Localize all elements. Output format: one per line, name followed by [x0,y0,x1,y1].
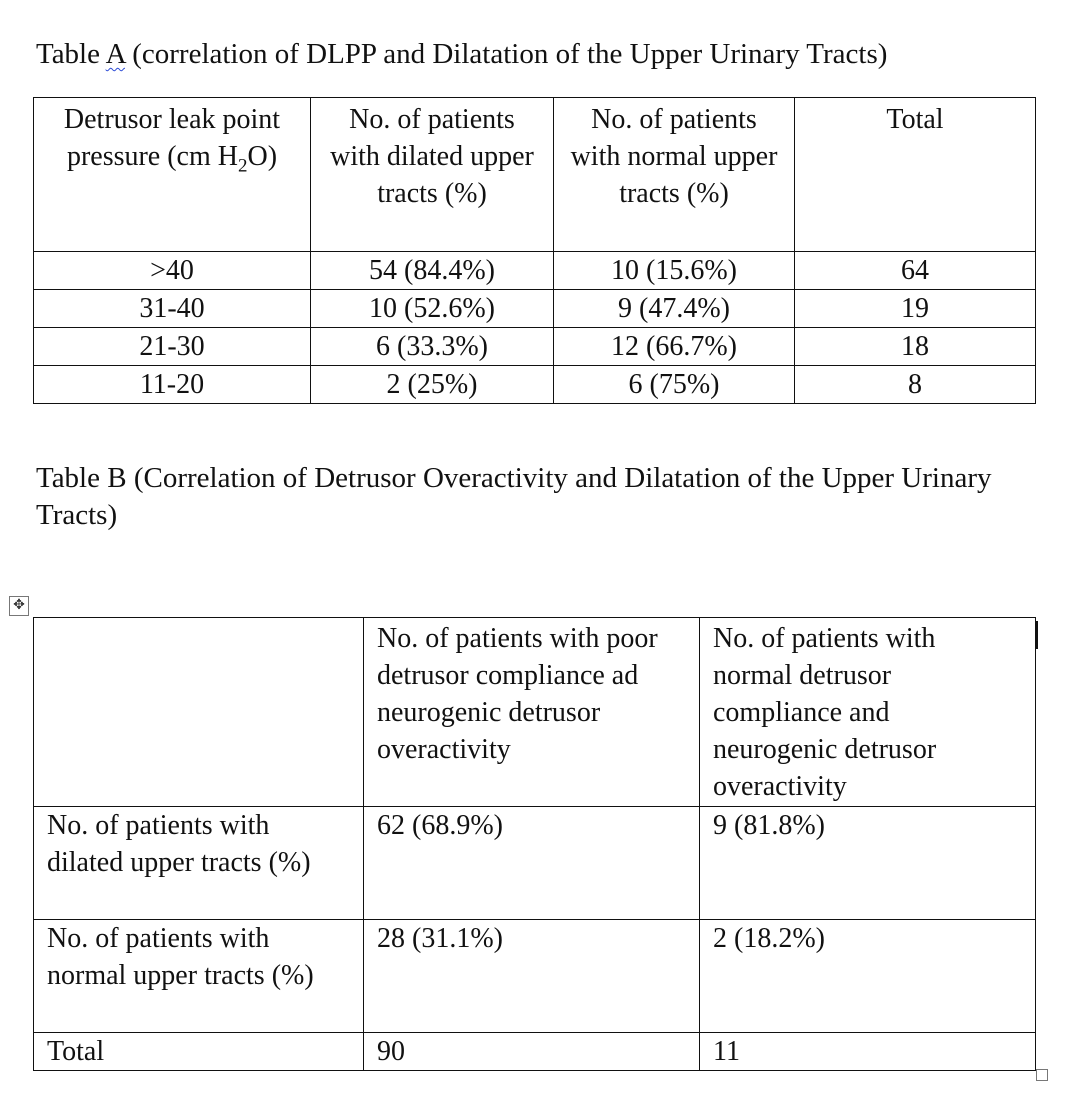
table-a-caption [36,36,887,73]
table-a-cell-normal[interactable]: 12 (66.7%) [554,328,795,366]
table-row [34,290,1036,328]
row-end-marker [1036,621,1038,649]
table-row [34,807,1036,920]
table-row [34,252,1036,290]
table-a-caption-rest: (correlation of DLPP and Dilatation of the Upper Urinary Tracts) [124,38,888,70]
table-a-cell-total[interactable]: 18 [795,328,1036,366]
table-b-cell-normal[interactable]: 9 (81.8%) [700,807,1036,920]
table-row [34,328,1036,366]
table-a-header-row [34,98,1036,252]
table-move-handle-icon[interactable]: ✥ [9,596,29,616]
table-a-caption-prefix: Table [36,38,106,70]
table-a-header-pressure-line2-post: O) [247,141,278,172]
table-b-cell-poor[interactable]: 62 (68.9%) [364,807,700,920]
table-a-header-total[interactable]: Total [795,98,1036,252]
table-a-cell-normal[interactable]: 10 (15.6%) [554,252,795,290]
table-b-header-empty[interactable] [34,618,364,807]
table-b [33,617,1036,1071]
table-a-header-pressure-line1: Detrusor leak point [63,104,281,135]
table-a [33,97,1036,404]
table-a-header-dilated[interactable]: No. of patients with dilated upper tracts (%) [311,98,554,252]
table-a-header-normal[interactable]: No. of patients with normal upper tracts (%) [554,98,795,252]
table-a-cell-pressure[interactable]: >40 [34,252,311,290]
table-b-row-label[interactable]: Total [34,1033,364,1071]
table-row [34,1033,1036,1071]
table-a-cell-dilated[interactable]: 54 (84.4%) [311,252,554,290]
table-b-row-label[interactable]: No. of patients with dilated upper tracts (%) [34,807,364,920]
table-a-header-pressure-sub: 2 [238,155,248,177]
table-b-cell-poor[interactable]: 90 [364,1033,700,1071]
table-a-cell-pressure[interactable]: 31-40 [34,290,311,328]
table-row [34,366,1036,404]
table-a-header-pressure[interactable] [34,98,311,252]
table-b-row-label[interactable]: No. of patients with normal upper tracts (%) [34,920,364,1033]
table-a-header-pressure-line2-pre: pressure (cm H [66,141,238,172]
table-a-cell-dilated[interactable]: 10 (52.6%) [311,290,554,328]
table-b-caption: Table B (Correlation of Detrusor Overactivity and Dilatation of the Upper Urinary Tracts) [36,462,992,531]
table-b-header-normal-compliance[interactable]: No. of patients with normal detrusor compliance and neurogenic detrusor overactivity [700,618,1036,807]
table-b-cell-poor[interactable]: 28 (31.1%) [364,920,700,1033]
table-a-cell-total[interactable]: 19 [795,290,1036,328]
table-b-cell-normal[interactable]: 11 [700,1033,1036,1071]
table-a-cell-normal[interactable]: 9 (47.4%) [554,290,795,328]
table-a-cell-pressure[interactable]: 21-30 [34,328,311,366]
table-b-header-row [34,618,1036,807]
table-a-cell-total[interactable]: 64 [795,252,1036,290]
table-b-header-poor-compliance[interactable]: No. of patients with poor detrusor compliance ad neurogenic detrusor overactivity [364,618,700,807]
table-a-caption-letter: A [105,38,125,70]
table-a-cell-normal[interactable]: 6 (75%) [554,366,795,404]
table-b-cell-normal[interactable]: 2 (18.2%) [700,920,1036,1033]
table-a-cell-total[interactable]: 8 [795,366,1036,404]
table-row [34,920,1036,1033]
table-resize-handle-icon[interactable] [1036,1069,1048,1081]
table-a-cell-pressure[interactable]: 11-20 [34,366,311,404]
table-a-cell-dilated[interactable]: 2 (25%) [311,366,554,404]
table-a-cell-dilated[interactable]: 6 (33.3%) [311,328,554,366]
